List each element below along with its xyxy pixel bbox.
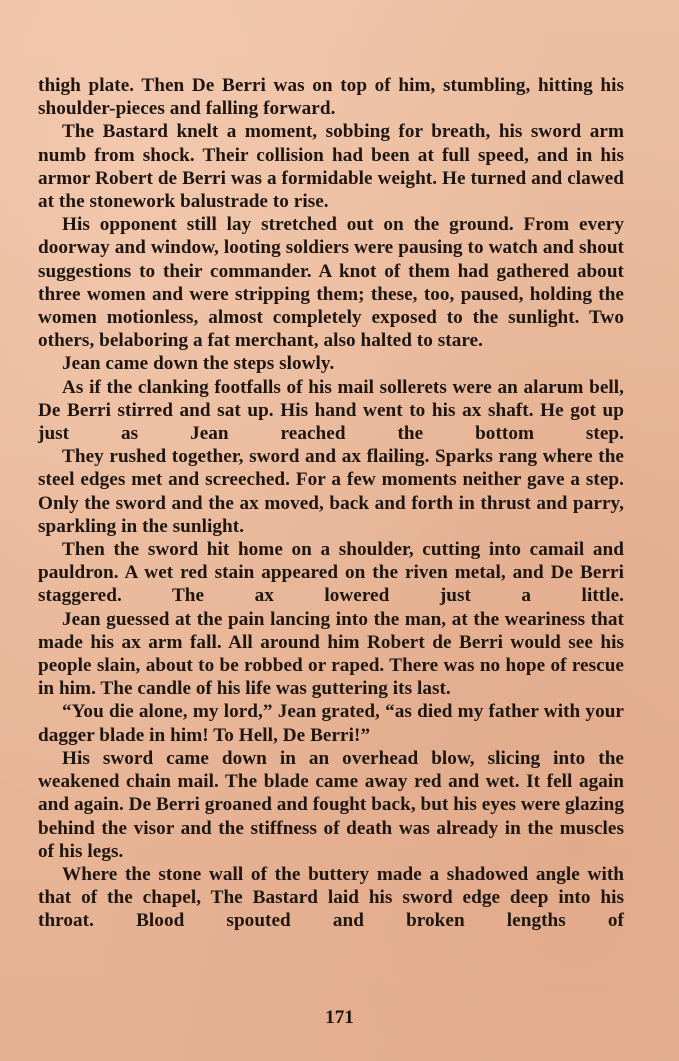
body-text [38,74,624,933]
paragraph: Then the sword hit home on a shoulder, cutting into camail and pauldron. A wet red stain appeared on the riven metal, and De Berri staggered. The ax lowered just a little. [38,539,624,607]
paragraph: “You die alone, my lord,” Jean grated, “as died my father with your dagger blade in him! To Hell, De Berri!” [38,701,624,746]
paragraph: They rushed together, sword and ax flailing. Sparks rang where the steel edges met and screeched. For a few moments neither gave a step. Only the sword and the ax moved, back and forth in thrust and parry, sparkling in the sunlight. [38,446,624,537]
paragraph: The Bastard knelt a moment, sobbing for breath, his sword arm numb from shock. Their collision had been at full speed, and in his armor Robert de Berri was a formidable weight. He turned and clawed at the stonework balustrade to rise. [38,121,624,213]
page-number: 171 [325,1007,354,1028]
paragraph: Where the stone wall of the buttery made a shadowed angle with that of the chapel, The Bastard laid his sword edge deep into his throat. Blood spouted and broken lengths of [38,863,624,932]
paragraph: As if the clanking footfalls of his mail sollerets were an alarum bell, De Berri stirred and sat up. His hand went to his ax shaft. He got up just as Jean reached the bottom step. [38,376,624,445]
paragraph: Jean guessed at the pain lancing into the man, at the weariness that made his ax arm fall. All around him Robert de Berri would see his people slain, about to be robbed or raped. There was no hope of rescue in him. The candle of his life was guttering its last. [38,608,624,700]
paragraph: Jean came down the steps slowly. [62,353,335,375]
paragraph: thigh plate. Then De Berri was on top of him, stumbling, hitting his shoulder-pieces and falling forward. [38,75,624,120]
paragraph: His sword came down in an overhead blow, slicing into the weakened chain mail. The blade came away red and wet. It fell again and again. De Berri groaned and fought back, but his eyes were glazing behind the visor and the stiffness of death was already in the muscles of his legs. [38,747,624,862]
paragraph: His opponent still lay stretched out on the ground. From every doorway and window, looting soldiers were pausing to watch and shout suggestions to their commander. A knot of them had gathered about three women and were stripping them; these, too, paused, holding the women motionless, almost completely exposed to the sunlight. Two others, belaboring a fat merchant, also halted to stare. [38,214,624,352]
